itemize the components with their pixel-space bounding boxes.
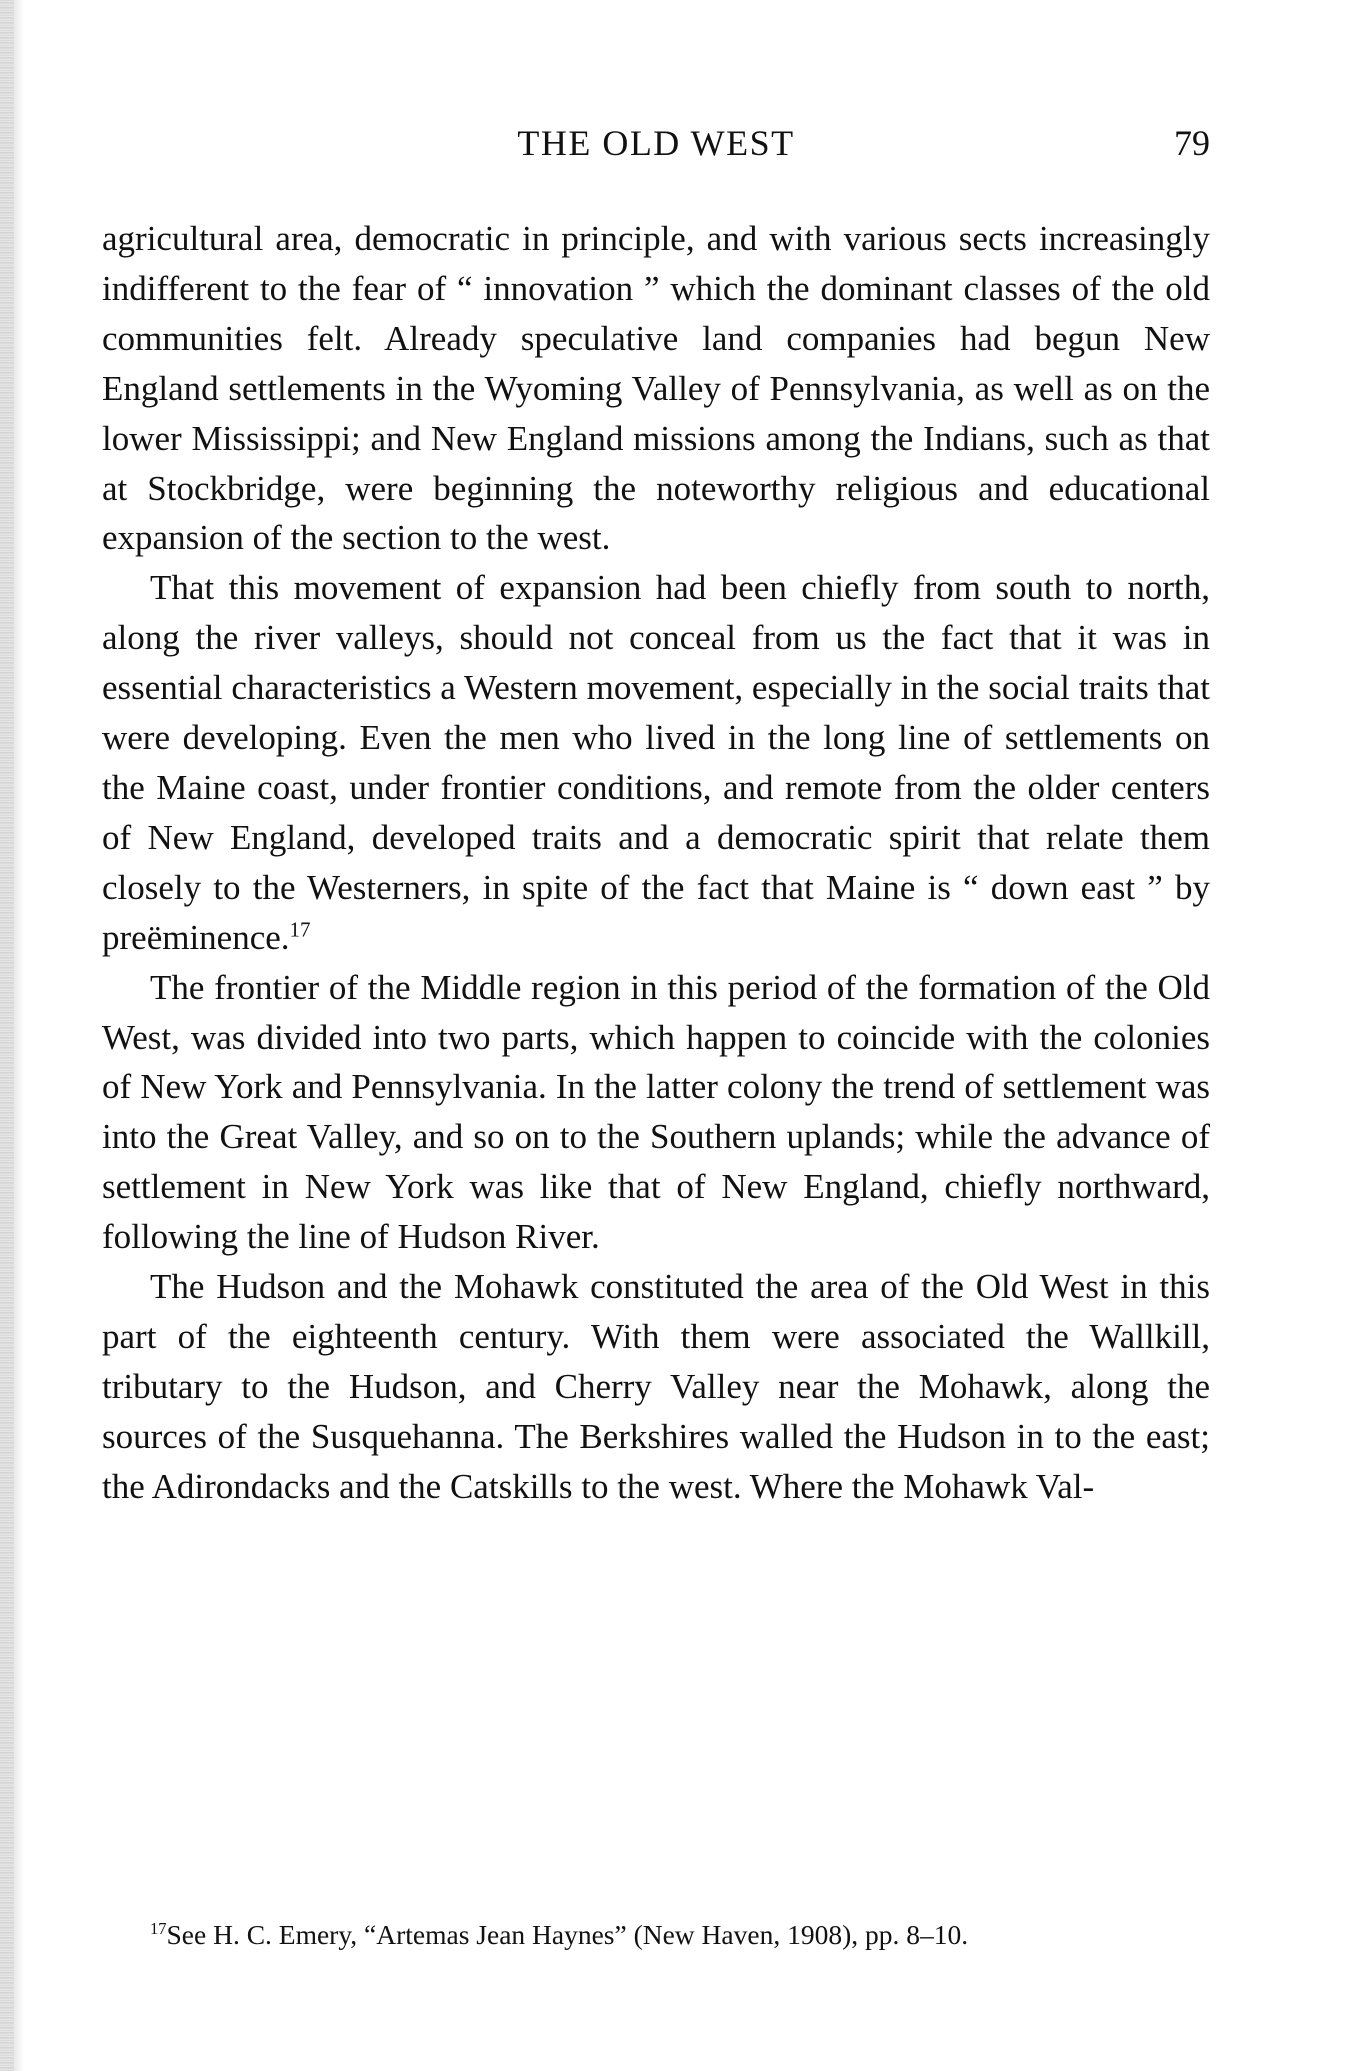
paragraph	[102, 1262, 1210, 1512]
body-text	[102, 214, 1210, 1512]
running-head	[102, 118, 1210, 168]
page-edge-shadow	[0, 0, 14, 2071]
chapter-title: THE OLD WEST	[517, 123, 795, 163]
paragraph-text: That this movement of expansion had been chiefly from south to north, along the river valleys, should not conceal from us the fact that it was in essential characteristics a Western movement, especially in the social traits that were developing. Even the men who lived in the long line of settlements on the Maine coast, under frontier conditions, and remote from the older centers of New England, developed traits and a democratic spirit that relate them closely to the Westerners, in spite of the fact that Maine is “ down east ” by preëminence.	[102, 568, 1210, 957]
paragraph	[102, 214, 1210, 563]
paragraph-text: agricultural area, democratic in principle, and with various sects increasingly indifferent to the fear of “ innovation ” which the dominant classes of the old communities felt. Already speculative land companies had begun New England settlements in the Wyoming Valley of Pennsylvania, as well as on the lower Mississippi; and New England missions among the Indians, such as that at Stockbridge, were beginning the noteworthy religious and educational expansion of the section to the west.	[102, 219, 1210, 558]
footnote	[102, 1916, 1210, 1954]
page-number: 79	[1174, 123, 1210, 163]
paragraph-text: The frontier of the Middle region in this period of the formation of the Old West, was divided into two parts, which happen to coincide with the colonies of New York and Pennsylvania. In the latter colony the trend of settlement was into the Great Valley, and so on to the Southern uplands; while the advance of settlement in New York was like that of New England, chiefly northward, following the line of Hudson River.	[102, 967, 1210, 1257]
footnote-text: See H. C. Emery, “Artemas Jean Haynes” (New Haven, 1908), pp. 8–10.	[166, 1919, 969, 1950]
page-edge-gradient	[14, 0, 24, 2071]
paragraph-text: The Hudson and the Mohawk constituted the area of the Old West in this part of the eighteenth century. With them were associated the Wallkill, tributary to the Hudson, and Cherry Valley near the Mohawk, along the sources of the Susquehanna. The Berkshires walled the Hudson in to the east; the Adirondacks and the Catskills to the west. Where the Mohawk Val-	[102, 1267, 1210, 1506]
paragraph	[102, 963, 1210, 1262]
paragraph	[102, 563, 1210, 962]
footnote-number: 17	[150, 1918, 167, 1938]
footnote-paragraph	[102, 1916, 1210, 1954]
footnote-reference: 17	[289, 917, 311, 942]
